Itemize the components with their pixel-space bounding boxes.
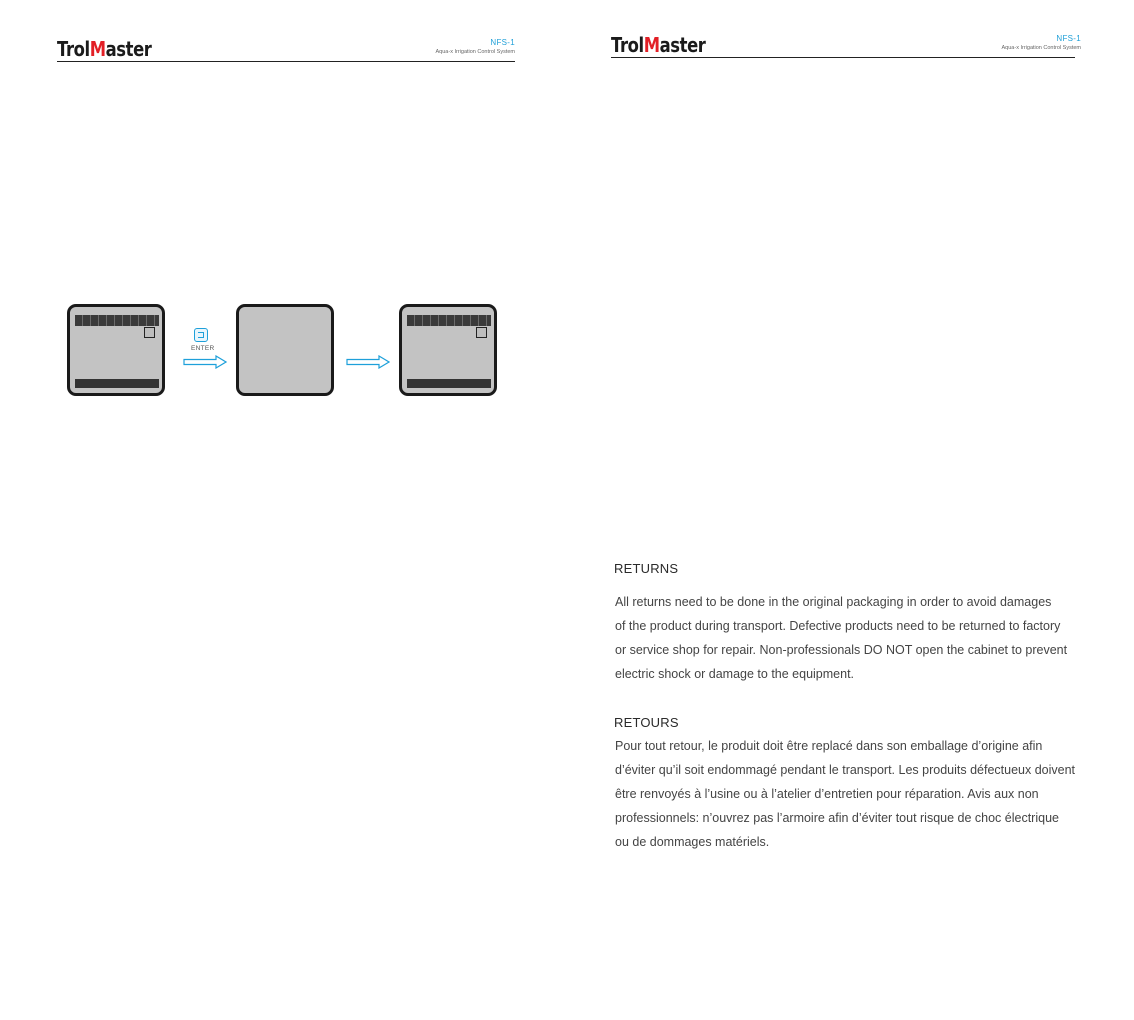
product-subtitle: Aqua-x Irrigation Control System — [435, 49, 515, 55]
trolmaster-logo: TrolMaster — [57, 37, 152, 61]
text-line: or service shop for repair. Non-professionals DO NOT open the cabinet to prevent — [615, 643, 1068, 657]
text-line: ou de dommages matériels. — [615, 835, 770, 849]
lcd-indicator-box — [476, 327, 487, 338]
lcd-top-segment-bar — [75, 315, 159, 326]
text-line: All returns need to be done in the original packaging in order to avoid damages — [615, 595, 1052, 609]
lcd-bottom-segment-bar — [75, 379, 159, 388]
enter-button-icon — [194, 328, 208, 342]
text-line: electric shock or damage to the equipment. — [615, 667, 855, 681]
model-number: NFS-1 — [490, 38, 515, 47]
page-header — [57, 37, 515, 67]
lcd-indicator-box — [144, 327, 155, 338]
page-header — [611, 33, 1081, 63]
lcd-screen-blank — [236, 304, 334, 396]
product-subtitle: Aqua-x Irrigation Control System — [1001, 45, 1081, 51]
returns-paragraph — [615, 590, 1095, 686]
lcd-top-segment-bar — [407, 315, 491, 326]
header-rule — [611, 57, 1075, 58]
returns-heading: RETURNS — [614, 561, 679, 576]
text-line: d’éviter qu’il soit endommagé pendant le transport. Les produits défectueux doivent — [615, 763, 1076, 777]
text-line: professionnels: n’ouvrez pas l’armoire afin d’éviter tout risque de choc électrique — [615, 811, 1059, 825]
lcd-screen-after — [399, 304, 497, 396]
lcd-bottom-segment-bar — [407, 379, 491, 388]
retours-heading: RETOURS — [614, 715, 679, 730]
right-page — [567, 0, 1134, 1020]
retours-paragraph — [615, 734, 1095, 854]
model-number: NFS-1 — [1056, 34, 1081, 43]
right-arrow-icon — [346, 355, 390, 369]
trolmaster-logo: TrolMaster — [611, 33, 706, 57]
text-line: être renvoyés à l’usine ou à l’atelier d’entretien pour réparation. Avis aux non — [615, 787, 1039, 801]
text-line: of the product during transport. Defective products need to be returned to factory — [615, 619, 1061, 633]
header-rule — [57, 61, 515, 62]
right-arrow-icon — [183, 355, 227, 369]
lcd-screen-before — [67, 304, 165, 396]
enter-label: ENTER — [191, 345, 215, 352]
text-line: Pour tout retour, le produit doit être replacé dans son emballage d’origine afin — [615, 739, 1043, 753]
